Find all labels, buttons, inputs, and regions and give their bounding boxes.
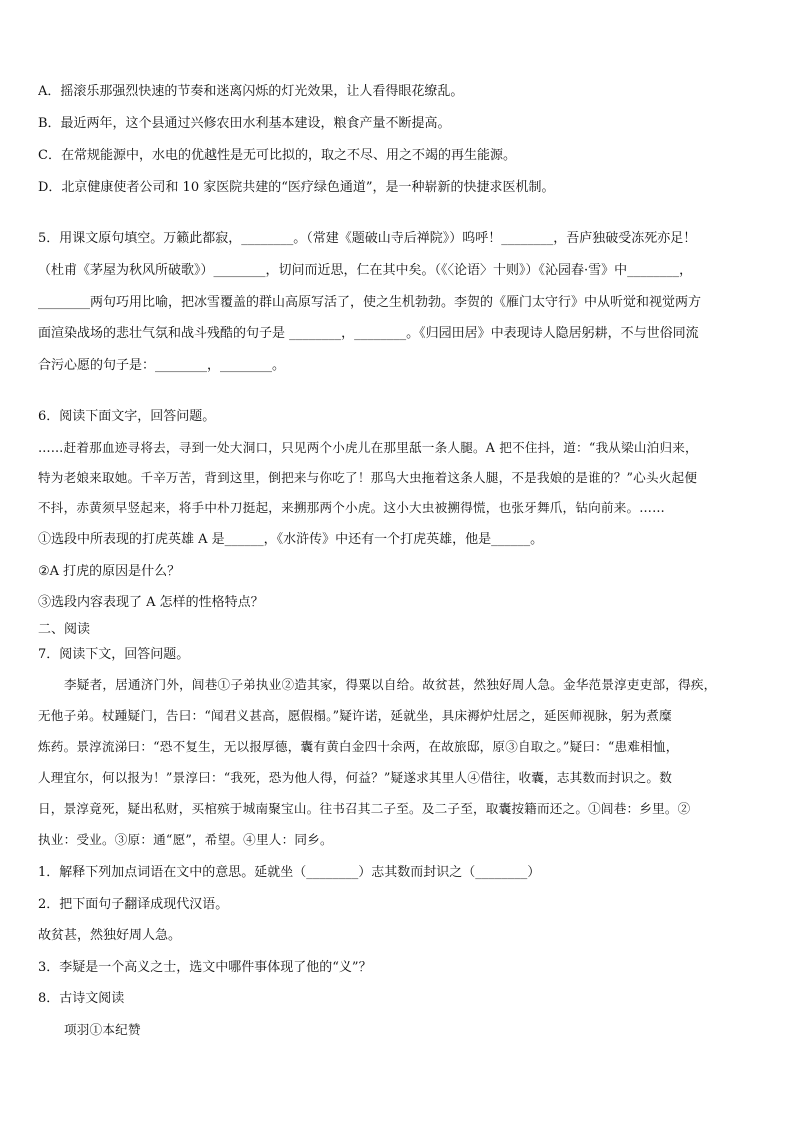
q7-subquestion-2: 2．把下面句子翻译成现代汉语。 (38, 897, 229, 912)
section-heading-reading: 二、阅读 (38, 622, 91, 637)
q6-subquestion-3: ③选段内容表现了 A 怎样的性格特点？ (38, 595, 264, 610)
q5-line-4: 面渲染战场的悲壮气氛和战斗残酷的句子是 ________，________。《归园田居》中表现诗人隐居躬耕，不与世俗同流 (38, 326, 699, 341)
option-b: B．最近两年，这个县通过兴修农田水利基本建设，粮食产量不断提高。 (38, 116, 451, 131)
q7-passage-notes: 执业：受业。③原：通“愿”，希望。④里人：同乡。 (38, 832, 333, 847)
q8-poem-title: 项羽①本纪赞 (64, 1022, 141, 1037)
q6-passage-line-1: ……赶着那血迹寻将去，寻到一处大洞口，只见两个小虎儿在那里舐一条人腿。A 把不住抖，道：“我从梁山泊归来， (38, 440, 698, 455)
q5-line-2: （杜甫《茅屋为秋风所破歌》）________，切问而近思，仁在其中矣。（《〈论语〉十则》）《沁园春·雪》中________， (38, 263, 693, 278)
option-c: C．在常规能源中，水电的优越性是无可比拟的，取之不尽、用之不竭的再生能源。 (38, 148, 516, 163)
q7-subquestion-3: 3．李疑是一个高义之士，选文中哪件事体现了他的“义”？ (38, 960, 372, 975)
q6-subquestion-1: ①选段中所表现的打虎英雄 A 是______，《水浒传》中还有一个打虎英雄，他是______。 (38, 532, 544, 547)
q7-subquestion-1: 1．解释下列加点词语在文中的意思。延就坐（________）志其数而封识之（________） (38, 865, 541, 880)
q5-line-5: 合污心愿的句子是：________，________。 (38, 358, 286, 373)
q7-passage-line-3: 炼药。景淳流涕曰：“恐不复生，无以报厚德，囊有黄白金四十余两，在故旅邸，原③自取之。”疑曰：“患难相恤， (38, 739, 679, 754)
q6-title: 6．阅读下面文字，回答问题。 (38, 409, 216, 424)
q6-passage-line-3: 不抖，赤黄须早竖起来，将手中朴刀挺起，来搠那两个小虎。这小大虫被搠得慌，也张牙舞爪，钻向前来。…… (38, 500, 665, 515)
q7-title: 7．阅读下文，回答问题。 (38, 647, 190, 662)
q5-line-3: ________两句巧用比喻，把冰雪覆盖的群山高原写活了，使之生机勃勃。李贺的《雁门太守行》中从听觉和视觉两方 (38, 295, 702, 310)
q7-passage-line-2: 无他子弟。杖踵疑门，告曰：“闻君义甚高，愿假榻。”疑许诺，延就坐，具床褥炉灶居之，延医师视脉，躬为煮糜 (38, 708, 672, 723)
q7-translate-sentence: 故贫甚，然独好周人急。 (38, 928, 182, 943)
q7-passage-line-1: 李疑者，居通济门外，闾巷①子弟执业②造其家，得粟以自给。故贫甚，然独好周人急。金华范景淳吏吏部，得疾， (64, 677, 717, 692)
q5-line-1: 5．用课文原句填空。万籁此都寂，________。（常建《题破山寺后禅院》）呜呼！________，吾庐独破受冻死亦足！ (38, 231, 697, 246)
option-a: A．摇滚乐那强烈快速的节奏和迷离闪烁的灯光效果，让人看得眼花缭乱。 (38, 84, 464, 99)
q7-passage-line-5: 日，景淳竟死，疑出私财，买棺殡于城南聚宝山。往书召其二子至。及二子至，取囊按籍而还之。①闾巷：乡里。② (38, 801, 691, 816)
q6-subquestion-2: ②A 打虎的原因是什么？ (38, 564, 181, 579)
option-d: D．北京健康使者公司和 10 家医院共建的“医疗绿色通道”，是一种崭新的快捷求医机制。 (38, 180, 555, 195)
q7-passage-line-4: 人理宜尔，何以报为！”景淳曰：“我死，恐为他人得，何益？”疑遂求其里人④借往，收囊，志其数而封识之。数 (38, 770, 673, 785)
q8-title: 8．古诗文阅读 (38, 991, 125, 1006)
q6-passage-line-2: 特为老娘来取她。千辛万苦，背到这里，倒把来与你吃了！那鸟大虫拖着这条人腿，不是我娘的是谁的？”心头火起便 (38, 470, 698, 485)
